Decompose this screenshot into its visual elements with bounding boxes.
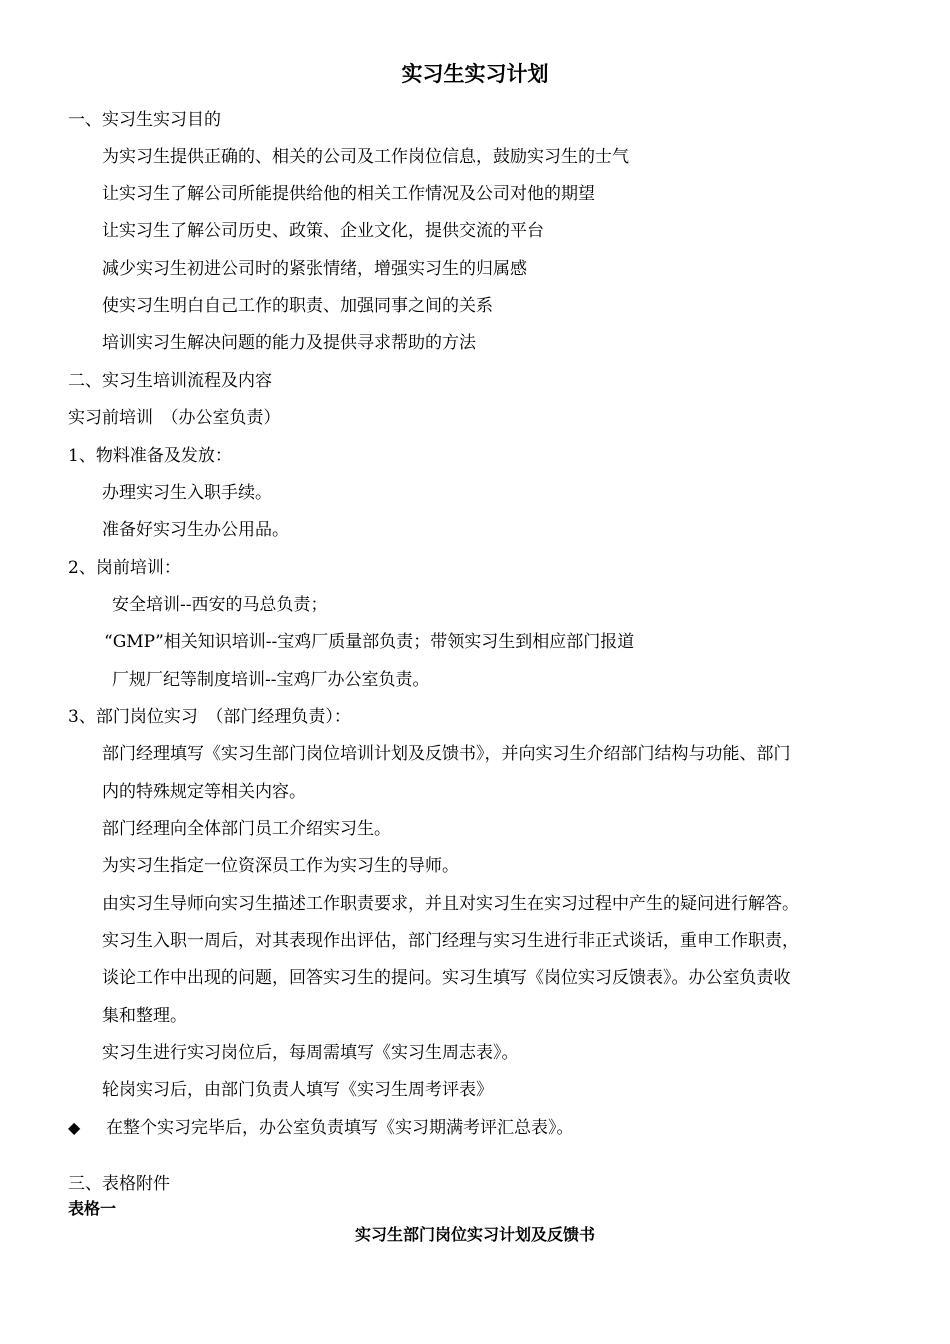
document-title: 实习生实习计划: [401, 62, 549, 86]
dept-internship-line: 部门经理填写《实习生部门岗位培训计划及反馈书》，并向实习生介绍部门结构与功能、部门: [102, 744, 791, 764]
material-item: 准备好实习生办公用品。: [102, 520, 289, 540]
purpose-item: 为实习生提供正确的、相关的公司及工作岗位信息，鼓励实习生的士气: [102, 147, 629, 167]
dept-internship-line: 轮岗实习后，由部门负责人填写《实习生周考评表》: [102, 1080, 493, 1100]
purpose-item: 让实习生了解公司所能提供给他的相关工作情况及公司对他的期望: [102, 184, 595, 204]
subsection-2-heading: 2、岗前培训：: [68, 558, 181, 578]
section-1-heading: 一、实习生实习目的: [68, 110, 221, 130]
dept-internship-line: 集和整理。: [102, 1006, 187, 1026]
purpose-item: 培训实习生解决问题的能力及提供寻求帮助的方法: [102, 333, 476, 353]
material-item: 办理实习生入职手续。: [102, 483, 272, 503]
pre-job-training-item: 安全培训--西安的马总负责；: [112, 595, 328, 615]
section-2-heading: 二、实习生培训流程及内容: [68, 371, 272, 391]
subsection-1-heading: 1、物料准备及发放：: [68, 446, 232, 466]
dept-internship-line: 实习生进行实习岗位后，每周需填写《实习生周志表》。: [102, 1043, 519, 1063]
final-evaluation-line: 在整个实习完毕后，办公室负责填写《实习期满考评汇总表》。: [106, 1118, 574, 1138]
pre-job-training-item: “GMP”相关知识培训--宝鸡厂质量部负责；带领实习生到相应部门报道: [104, 632, 635, 652]
pre-job-training-item: 厂规厂纪等制度培训--宝鸡厂办公室负责。: [112, 670, 430, 690]
pre-training-heading: 实习前培训 （办公室负责）: [68, 408, 281, 428]
dept-internship-line: 部门经理向全体部门员工介绍实习生。: [102, 819, 391, 839]
table-title: 实习生部门岗位实习计划及反馈书: [354, 1225, 595, 1244]
purpose-item: 让实习生了解公司历史、政策、企业文化，提供交流的平台: [102, 221, 544, 241]
dept-internship-line: 由实习生导师向实习生描述工作职责要求，并且对实习生在实习过程中产生的疑问进行解答。: [102, 894, 799, 914]
dept-internship-line: 实习生入职一周后，对其表现作出评估，部门经理与实习生进行非正式谈话，重申工作职责，: [102, 931, 799, 951]
dept-internship-line: 内的特殊规定等相关内容。: [102, 782, 306, 802]
purpose-item: 减少实习生初进公司时的紧张情绪，增强实习生的归属感: [102, 259, 527, 279]
table-label: 表格一: [68, 1199, 117, 1218]
diamond-bullet-icon: ◆: [68, 1118, 81, 1137]
purpose-item: 使实习生明白自己工作的职责、加强同事之间的关系: [102, 296, 493, 316]
subsection-3-heading: 3、部门岗位实习 （部门经理负责）：: [68, 707, 351, 727]
dept-internship-line: 为实习生指定一位资深员工作为实习生的导师。: [102, 856, 459, 876]
dept-internship-line: 谈论工作中出现的问题，回答实习生的提问。实习生填写《岗位实习反馈表》。办公室负责收: [102, 968, 791, 988]
section-3-heading: 三、表格附件: [68, 1174, 170, 1194]
